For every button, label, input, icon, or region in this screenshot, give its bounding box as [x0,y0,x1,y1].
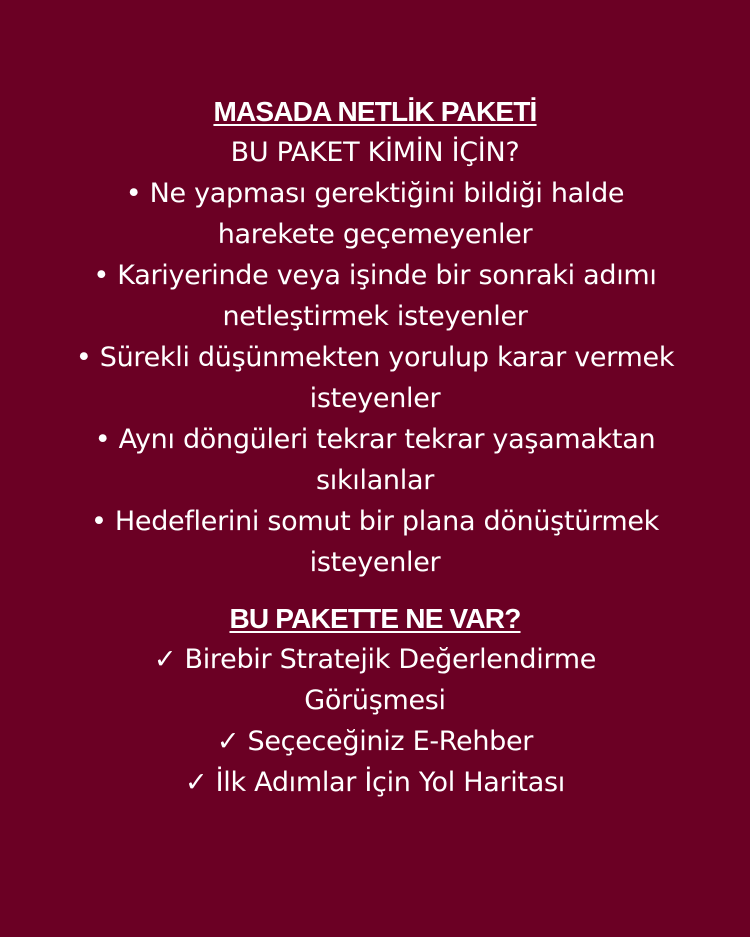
section-spacer [70,583,680,598]
audience-item-line: • Sürekli düşünmekten yorulup karar vermek [75,342,675,373]
audience-item-line: netleştirmek isteyenler [222,301,528,332]
contents-item-line: ✓ Seçeceğiniz E-Rehber [216,726,534,757]
audience-item-line: sıkılanlar [315,465,434,496]
contents-item-line: ✓ Birebir Stratejik Değerlendirme [153,644,597,675]
audience-item-line: • Kariyerinde veya işinde bir sonraki adımı [93,260,657,291]
audience-item [70,337,680,419]
audience-item [70,501,680,583]
audience-item-line: • Ne yapması gerektiğini bildiği halde [125,178,625,209]
contents-item-line: ✓ İlk Adımlar İçin Yol Haritası [185,767,565,798]
audience-item-line: isteyenler [309,383,441,414]
audience-item [70,173,680,255]
audience-item-line: harekete geçemeyenler [217,219,533,250]
audience-item-line: • Aynı döngüleri tekrar tekrar yaşamaktan [94,424,656,455]
contents-item [70,762,680,803]
contents-item-line: Görüşmesi [304,685,446,716]
audience-item-line: isteyenler [309,547,441,578]
audience-item [70,255,680,337]
package-title: MASADA NETLİK PAKETİ [213,96,537,127]
package-description [70,91,680,803]
contents-heading: BU PAKETTE NE VAR? [229,603,521,634]
contents-item [70,721,680,762]
audience-item-line: • Hedeflerini somut bir plana dönüştürmek [90,506,660,537]
contents-item [70,639,680,721]
audience-item [70,419,680,501]
audience-heading: BU PAKET KİMİN İÇİN? [230,137,520,168]
